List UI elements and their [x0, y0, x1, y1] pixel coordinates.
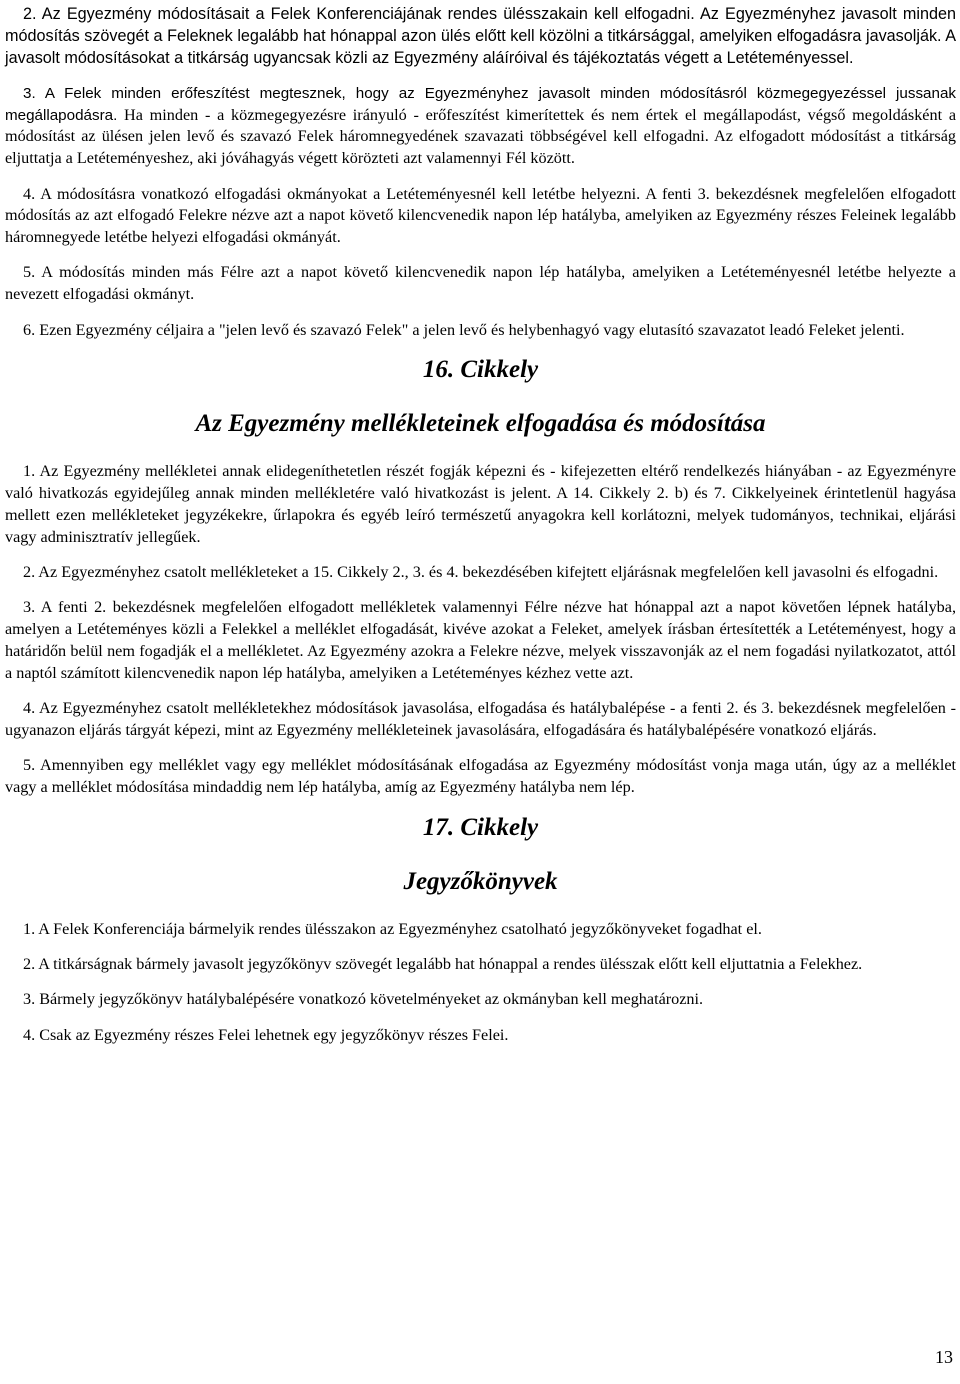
paragraph-15-3-sans: 3. A Felek minden erőfeszítést megtesznek, hogy az Egyezményhez javasolt minden módosításról közmegegyezéssel jussanak megállapodásra.	[5, 84, 956, 124]
paragraph-15-3	[5, 83, 956, 170]
paragraph-16-2: 2. Az Egyezményhez csatolt mellékleteket a 15. Cikkely 2., 3. és 4. bekezdésében kifejtett eljárásnak megfelelően kell javasolni és elfogadni.	[23, 563, 939, 582]
paragraph-17-1: 1. A Felek Konferenciája bármelyik rendes ülésszakon az Egyezményhez csatolható jegyzőkönyveket fogadhat el.	[23, 919, 762, 938]
paragraph-15-3-serif: Ha minden - a közmegegyezésre irányuló - erőfeszítést kimerítettek és nem értek el megállapodást, végső megoldásként a módosítást az ülésen jelen levő és szavazó Felek háromnegyedének szavazati többségével kell elfogadni. Az elfogadott módosítást a titkárság eljuttatja a Letéteményeshez, aki jóváhagyás végett körözteti azt valamennyi Fél között.	[5, 105, 957, 168]
paragraph-16-5: 5. Amennyiben egy melléklet vagy egy melléklet módosításának elfogadása az Egyezmény módosítást vonja maga után, úgy az a melléklet vagy a melléklet módosítása mindaddig nem lép hatályba, amíg az Egyezmény hatályba nem lép.	[5, 756, 956, 796]
paragraph-15-5: 5. A módosítás minden más Félre azt a napot követő kilencvenedik napon lép hatályba, amelyiken a Letéteményesnél letétbe helyezte a nevezett elfogadási okmányt.	[5, 263, 956, 304]
paragraph-16-4: 4. Az Egyezményhez csatolt mellékletekhez módosítások javasolása, elfogadása és hatálybalépése - a fenti 2. és 3. bekezdésnek megfelelően - ugyanazon eljárás tárgyát képezi, mint az Egyezmény mellékleteinek javasolására, elfogadására és hatálybalépésére vonatkozó eljárás.	[5, 699, 956, 739]
article16-title: Az Egyezmény mellékleteinek elfogadása és módosítása	[195, 410, 766, 438]
article17-title: Jegyzőkönyvek	[403, 867, 558, 895]
article16-body	[5, 461, 956, 798]
paragraph-16-3: 3. A fenti 2. bekezdésnek megfelelően elfogadott mellékletek valamennyi Félre nézve hat hónappal azt a napot követően lépnek hatályba, amelyen a Letéteményes közli a Felekkel a melléklet elfogadását, kivéve azokat a Feleket, amelyek írásban értesítették a Letéteményest, hogy a határidőn belül nem fogadják el a mellékletet. Az Egyezmény azokra a Felekre nézve, melyek visszavonják az el nem fogadási nyilatkozatot, attól a naptól számított kilencvenedik napon lép hatályba, amelyiken a Letéteményes kézhez vette azt.	[5, 598, 956, 682]
document-page	[5, 0, 956, 1060]
paragraph-16-1: 1. Az Egyezmény mellékletei annak elidegeníthetetlen részét fogják képezni és - kifejezetten eltérő rendelkezés hiányában - az Egyezményre való hivatkozás egyidejűleg annak minden mellékletére való hivatkozást is jelent. A 14. Cikkely 2. b) és 7. Cikkelyeinek érintetlenül hagyása mellett ezen mellékleteket jegyzékekre, űrlapokra és egyéb leíró természetű anyagokra kell korlátozni, melyek tudományos, technikai, eljárási vagy adminisztratív jellegűek.	[5, 462, 956, 546]
page-number: 13	[935, 1347, 953, 1367]
paragraph-15-2: 2. Az Egyezmény módosításait a Felek Konferenciájának rendes ülésszakain kell elfogadni. Az Egyezményhez javasolt minden módosítás szövegét a Feleknek legalább hat hónappal azon ülés előtt kell közölni a titkársággal, amelyiken elfogadásra javasolják. A javasolt módosításokat a titkárság ugyancsak közli az Egyezmény aláíróival és tájékoztatás végett a Letéteményessel.	[5, 5, 956, 67]
article17-number: 17. Cikkely	[422, 813, 539, 841]
paragraph-17-2: 2. A titkárságnak bármely javasolt jegyzőkönyv szövegét legalább hat hónappal a rendes ülésszak előtt kell eljuttatnia a Felekhez.	[23, 955, 863, 974]
paragraph-17-4: 4. Csak az Egyezmény részes Felei lehetnek egy jegyzőkönyv részes Felei.	[23, 1025, 509, 1044]
article15-continuation	[5, 0, 956, 341]
paragraph-15-6: 6. Ezen Egyezmény céljaira a "jelen levő és szavazó Felek" a jelen levő és helybenhagyó vagy elutasító szavazatot leadó Feleket jelenti.	[23, 320, 905, 339]
article16-number: 16. Cikkely	[422, 356, 539, 384]
article17-body	[5, 919, 956, 1047]
paragraph-17-3: 3. Bármely jegyzőkönyv hatálybalépésére vonatkozó követelményeket az okmányban kell meghatározni.	[23, 990, 704, 1009]
paragraph-15-4: 4. A módosításra vonatkozó elfogadási okmányokat a Letéteményesnél kell letétbe helyezni. A fenti 3. bekezdésnek megfelelően elfogadott módosítás az azt elfogadó Felekre nézve azt a napot követő kilencvenedik napon lép hatályba, amelyiken az Egyezmény részes Feleinek legalább háromnegyede letétbe helyezi elfogadási okmányát.	[5, 184, 956, 247]
